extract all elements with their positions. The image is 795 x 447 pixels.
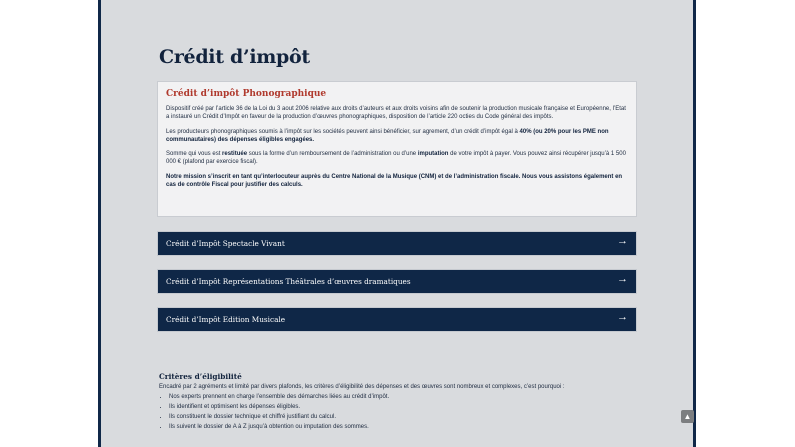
criteria-section: [159, 372, 639, 432]
accordion-label: Crédit d’Impôt Spectacle Vivant: [166, 239, 285, 248]
paragraph-3-text-e: de votre impôt à payer. Vous pouvez ainsi récupérer jusqu’à 1 500 000 € (plafond par exercice fiscal).: [166, 151, 626, 166]
phonographique-paragraph-4: [166, 173, 628, 190]
list-item: • Nos experts prennent en charge l’ensemble des démarches liées au crédit d’impôt.: [169, 392, 639, 402]
accordion-spectacle-vivant[interactable]: [157, 231, 637, 256]
paragraph-3-text-a: Somme qui vous est: [166, 151, 223, 158]
list-item: • Ils identifient et optimisent les dépenses éligibles.: [169, 402, 639, 412]
paragraph-4-bold: Notre mission s’inscrit en tant qu’interlocuteur auprès du Centre National de la Musique (CNM) et de l’administration fiscale. Nous vous assistons également en cas de contrôle Fiscal pour justifier des calculs.: [166, 173, 623, 189]
paragraph-3-bold-imputation: imputation: [417, 151, 449, 158]
accordion-label: Crédit d’Impôt Edition Musicale: [166, 315, 286, 324]
paragraph-3-text-c: sous la forme d’un remboursement de l’administration ou d’une: [247, 151, 418, 158]
chevron-up-icon: ▲: [683, 412, 692, 421]
criteria-intro: Encadré par 2 agréments et limité par divers plafonds, les critères d’éligibilité des dépenses et des œuvres sont nombreux et complexes, c’est pourquoi :: [159, 384, 565, 390]
list-item: • Ils constituent le dossier technique et chiffré justifiant du calcul.: [169, 412, 639, 422]
list-item: • Ils suivent le dossier de A à Z jusqu’à obtention ou imputation des sommes.: [169, 422, 639, 432]
criteria-list: [159, 392, 639, 432]
page-title: Crédit d’impôt: [159, 45, 310, 68]
accordion-label: Crédit d’Impôt Représentations Théâtrales d’œuvres dramatiques: [166, 277, 411, 286]
arrow-right-icon: →: [617, 235, 628, 247]
phonographique-heading: Crédit d’impôt Phonographique: [166, 89, 327, 99]
phonographique-paragraph-3: [166, 150, 628, 167]
paragraph-2-text: Les producteurs phonographiques soumis à l’impôt sur les sociétés peuvent ainsi bénéficier, sur agrement, d’un crédit d’impôt égal à: [166, 128, 520, 135]
phonographique-card: [157, 81, 637, 217]
scroll-to-top-button[interactable]: [681, 410, 694, 423]
accordion-representations-theatrales[interactable]: [157, 269, 637, 294]
arrow-right-icon: →: [617, 311, 628, 323]
paragraph-2-highlight: 40% (ou 20% pour les PME non communautaires) des dépenses éligibles engagées.: [166, 128, 609, 143]
phonographique-paragraph-2: [166, 128, 628, 145]
content-frame: [98, 0, 696, 447]
criteria-heading: Critères d’éligibilité: [159, 372, 242, 381]
accordion-edition-musicale[interactable]: [157, 307, 637, 332]
arrow-right-icon: →: [617, 273, 628, 285]
phonographique-paragraph-1: Dispositif créé par l’article 36 de la Loi du 3 aout 2006 relative aux droits d’auteurs et aux droits voisins afin de soutenir la production musicale française et Européenne, l’Etat a instauré un Crédit d’Impôt en faveur de la production d’œuvres phonographiques, disposition de l’article 220 octies du Code général des impôts.: [166, 106, 626, 121]
paragraph-3-bold-restituee: restituée: [222, 151, 248, 158]
